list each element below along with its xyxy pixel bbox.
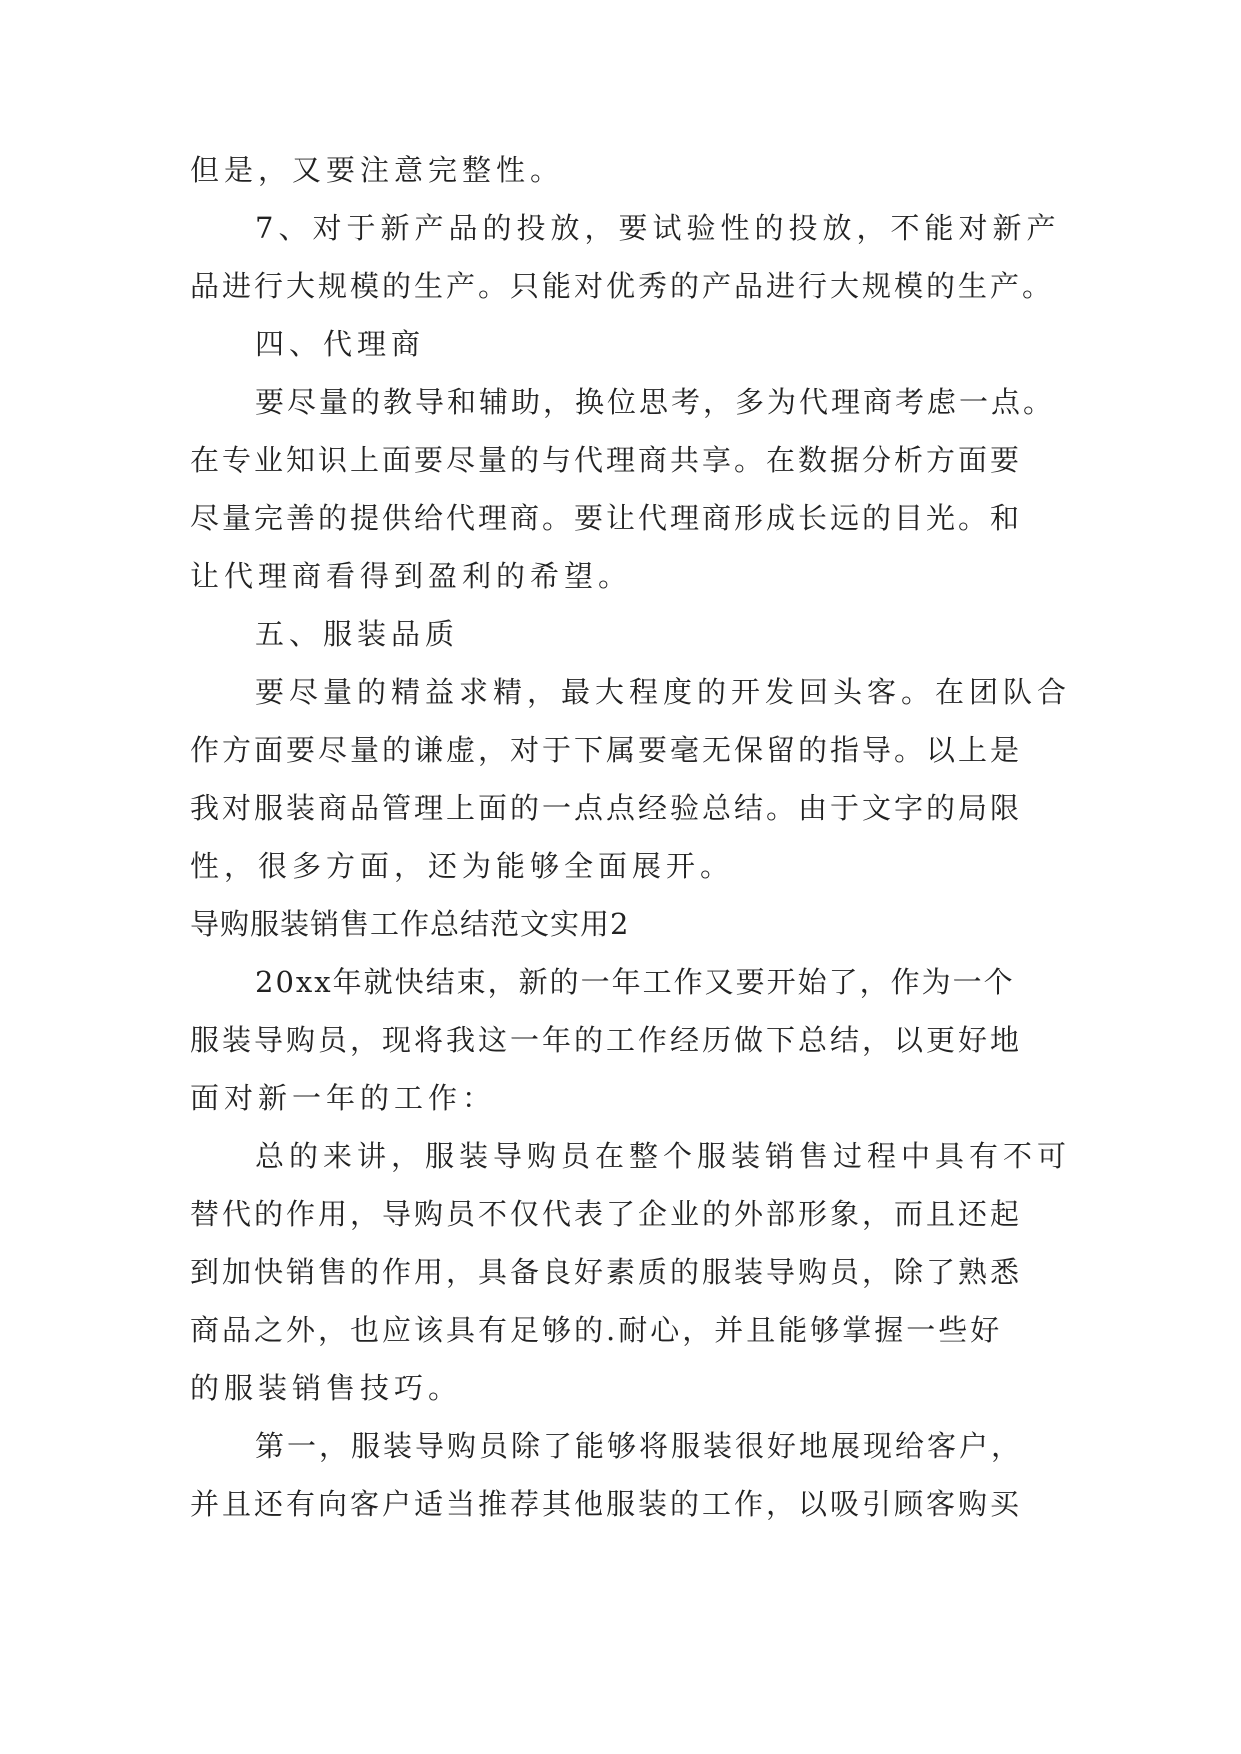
text-line: 但是，又要注意完整性。 — [190, 153, 565, 187]
section-heading: 四、代理商 — [255, 327, 426, 361]
text-line: 要尽量的精益求精，最大程度的开发回头客。在团队合 — [255, 675, 1072, 709]
text-line: 让代理商看得到盈利的希望。 — [190, 559, 633, 593]
text-line: 并且还有向客户适当推荐其他服装的工作，以吸引顾客购买 — [190, 1487, 1023, 1521]
text-line: 面对新一年的工作： — [190, 1081, 497, 1115]
text-line: 7、对于新产品的投放，要试验性的投放，不能对新产 — [255, 211, 1061, 245]
text-line: 作方面要尽量的谦虚，对于下属要毫无保留的指导。以上是 — [190, 733, 1023, 767]
section-heading: 五、服装品质 — [255, 617, 460, 651]
text-line: 服装导购员，现将我这一年的工作经历做下总结，以更好地 — [190, 1023, 1023, 1057]
text-line: 我对服装商品管理上面的一点点经验总结。由于文字的局限 — [190, 791, 1023, 825]
text-line: 在专业知识上面要尽量的与代理商共享。在数据分析方面要 — [190, 443, 1023, 477]
text-line: 第一，服装导购员除了能够将服装很好地展现给客户， — [255, 1429, 1024, 1463]
text-line: 品进行大规模的生产。只能对优秀的产品进行大规模的生产。 — [190, 269, 1055, 303]
text-line: 到加快销售的作用，具备良好素质的服装导购员，除了熟悉 — [190, 1255, 1023, 1289]
article-title: 导购服装销售工作总结范文实用2 — [190, 907, 630, 941]
text-line: 性，很多方面，还为能够全面展开。 — [190, 849, 735, 883]
text-line: 20xx年就快结束，新的一年工作又要开始了，作为一个 — [255, 965, 1015, 999]
text-line: 总的来讲，服装导购员在整个服装销售过程中具有不可 — [255, 1139, 1072, 1173]
text-line: 尽量完善的提供给代理商。要让代理商形成长远的目光。和 — [190, 501, 1023, 535]
text-line: 商品之外，也应该具有足够的.耐心，并且能够掌握一些好 — [190, 1313, 1003, 1347]
text-line: 要尽量的教导和辅助，换位思考，多为代理商考虑一点。 — [255, 385, 1056, 419]
text-line: 替代的作用，导购员不仅代表了企业的外部形象，而且还起 — [190, 1197, 1023, 1231]
text-line: 的服装销售技巧。 — [190, 1371, 463, 1405]
